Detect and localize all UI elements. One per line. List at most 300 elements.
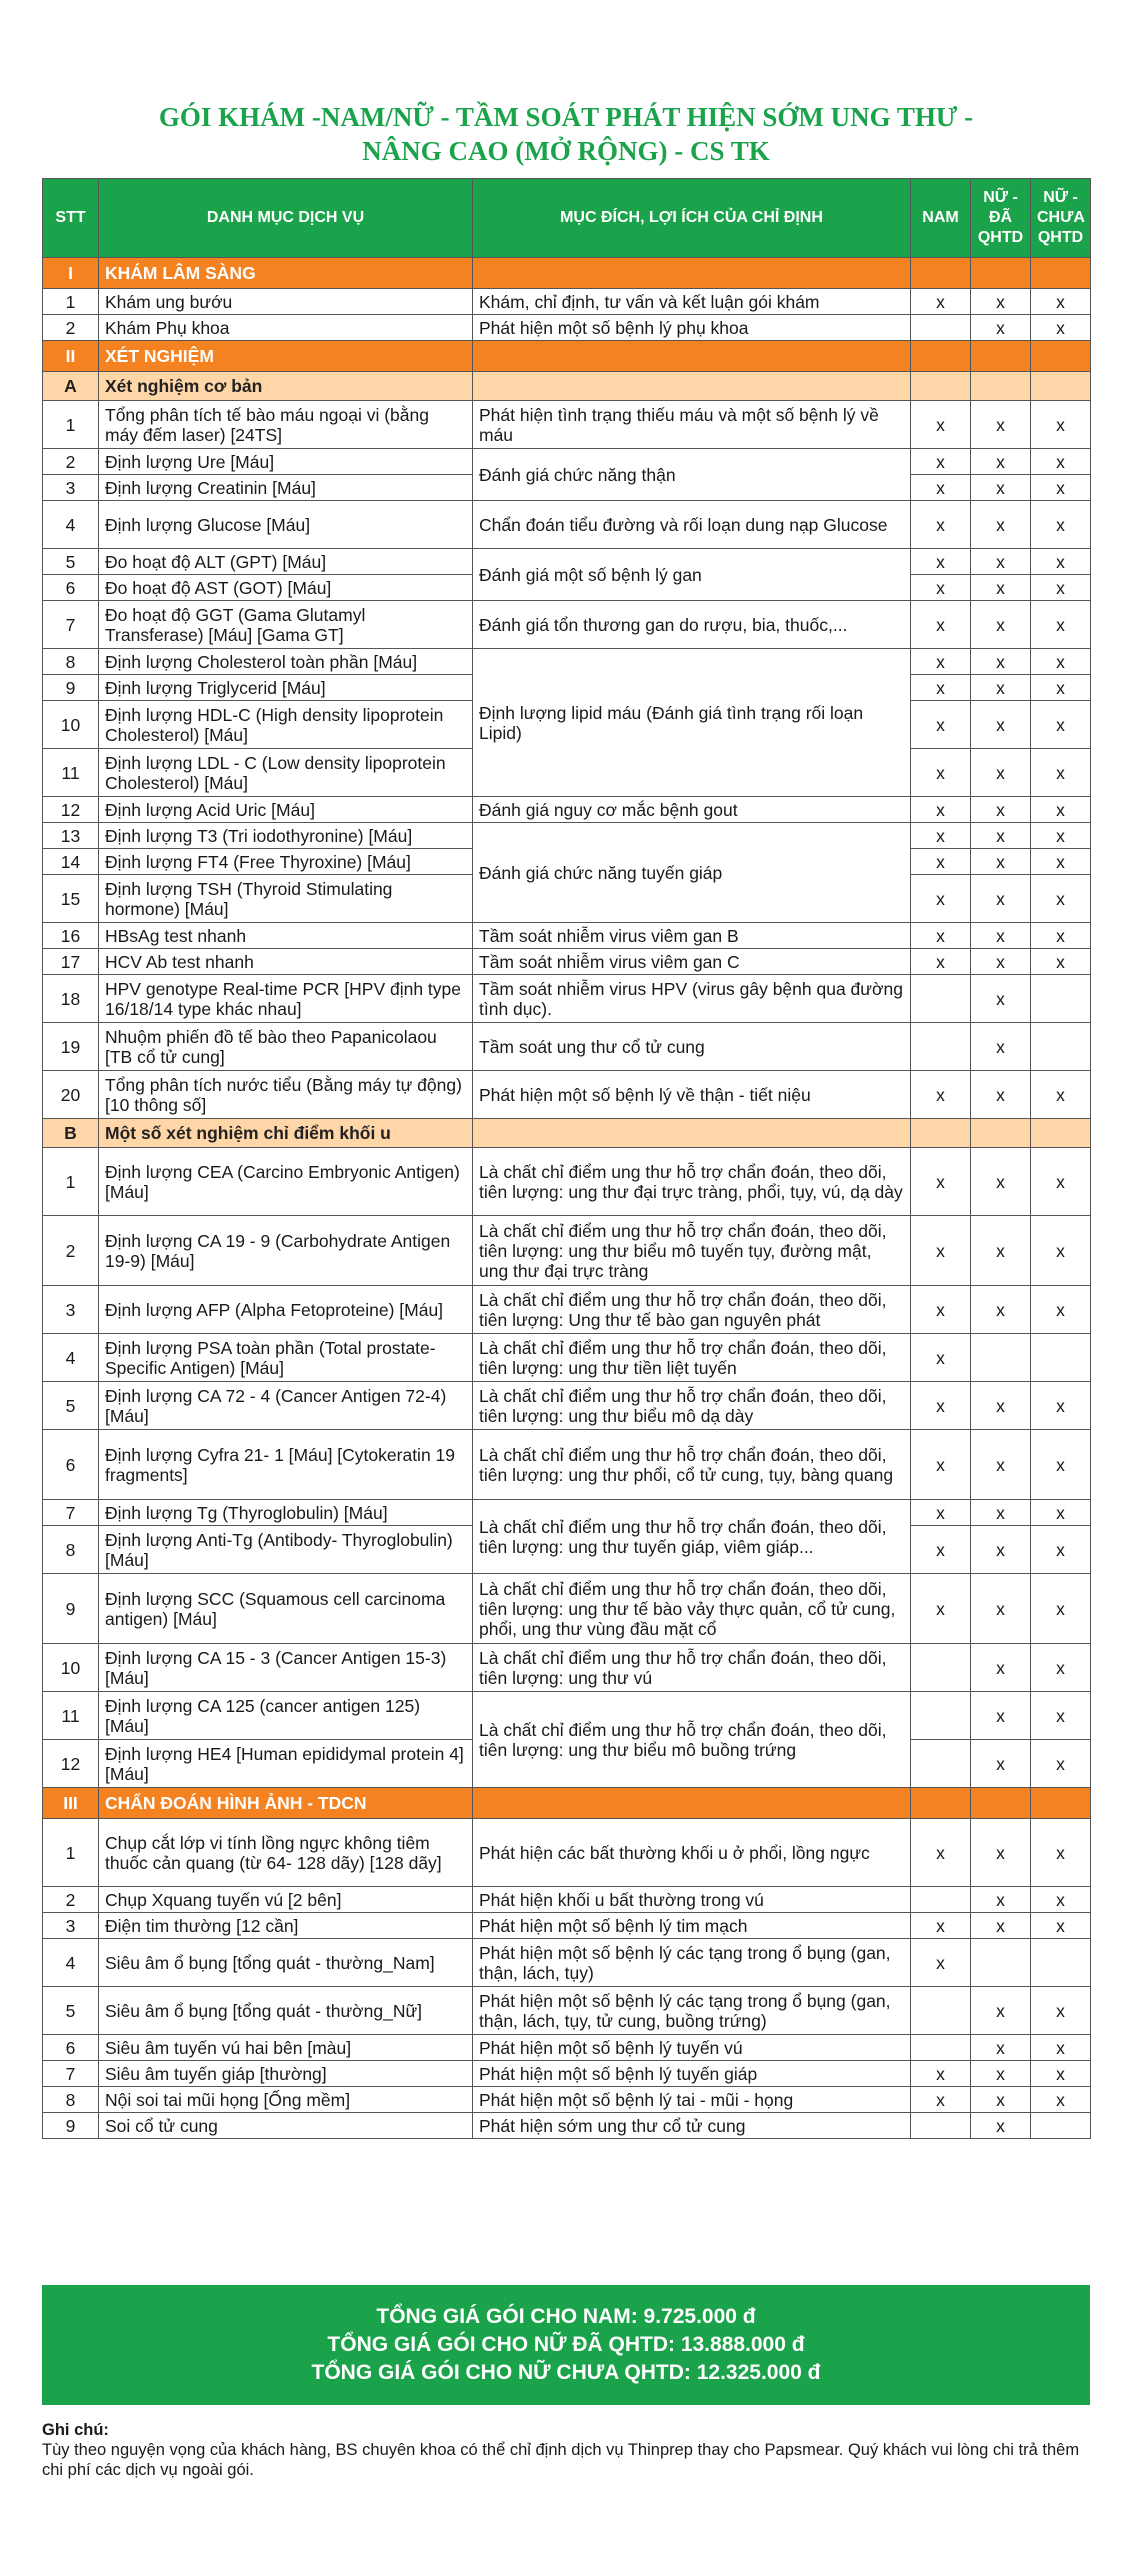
row-purpose: Phát hiện các bất thường khối u ở phổi, lồng ngực (473, 1819, 911, 1887)
row-mark-nu-cqh: x (1031, 449, 1091, 475)
row-stt: 4 (43, 1939, 99, 1987)
row-mark-nu-qh: x (971, 2061, 1031, 2087)
row-mark-nu-qh: x (971, 2113, 1031, 2139)
table-row (43, 289, 1091, 315)
row-mark-nam: x (911, 1913, 971, 1939)
table-row (43, 1500, 1091, 1526)
row-stt: 4 (43, 1334, 99, 1382)
row-mark-nu-cqh: x (1031, 1644, 1091, 1692)
row-stt: 13 (43, 823, 99, 849)
header-nu-chua-qhtd: NỮ - CHƯA QHTD (1031, 179, 1091, 258)
row-mark-nam (911, 1023, 971, 1071)
row-mark-nam: x (911, 849, 971, 875)
section-blank-cell (473, 258, 911, 289)
row-mark-nu-cqh: x (1031, 575, 1091, 601)
section-blank-cell (971, 258, 1031, 289)
section-title: CHẨN ĐOÁN HÌNH ẢNH - TDCN (99, 1788, 473, 1819)
row-stt: 1 (43, 1819, 99, 1887)
row-mark-nu-qh: x (971, 1987, 1031, 2035)
row-service-name: Chụp Xquang tuyến vú [2 bên] (99, 1887, 473, 1913)
row-stt: 8 (43, 1526, 99, 1574)
row-mark-nam: x (911, 1526, 971, 1574)
totals-box (42, 2285, 1090, 2405)
row-mark-nam (911, 2113, 971, 2139)
row-mark-nam (911, 975, 971, 1023)
table-row (43, 975, 1091, 1023)
row-mark-nu-cqh: x (1031, 289, 1091, 315)
row-mark-nu-cqh: x (1031, 475, 1091, 501)
row-mark-nu-cqh: x (1031, 1216, 1091, 1286)
row-stt: 3 (43, 475, 99, 501)
title-line-1: GÓI KHÁM -NAM/NỮ - TẦM SOÁT PHÁT HIỆN SỚM UNG THƯ - (158, 102, 974, 132)
row-service-name: Định lượng Glucose [Máu] (99, 501, 473, 549)
row-service-name: Khám Phụ khoa (99, 315, 473, 341)
table-row (43, 1887, 1091, 1913)
row-mark-nu-cqh: x (1031, 401, 1091, 449)
row-mark-nam: x (911, 1500, 971, 1526)
row-stt: 11 (43, 749, 99, 797)
row-mark-nu-qh: x (971, 575, 1031, 601)
row-mark-nu-qh: x (971, 1382, 1031, 1430)
row-stt: 9 (43, 2113, 99, 2139)
row-stt: 8 (43, 649, 99, 675)
row-stt: 7 (43, 1500, 99, 1526)
row-mark-nam: x (911, 1216, 971, 1286)
row-stt: 2 (43, 315, 99, 341)
row-stt: 10 (43, 1644, 99, 1692)
row-mark-nu-cqh: x (1031, 1286, 1091, 1334)
row-stt: 7 (43, 601, 99, 649)
row-service-name: Khám ung bướu (99, 289, 473, 315)
table-row (43, 1913, 1091, 1939)
table-row (43, 1574, 1091, 1644)
table-row (43, 401, 1091, 449)
row-mark-nu-cqh: x (1031, 1382, 1091, 1430)
subsection-number: B (43, 1119, 99, 1148)
subsection-row (43, 372, 1091, 401)
row-service-name: Định lượng Triglycerid [Máu] (99, 675, 473, 701)
section-number: III (43, 1788, 99, 1819)
row-service-name: Định lượng Acid Uric [Máu] (99, 797, 473, 823)
note-block (42, 2420, 1102, 2480)
table-row (43, 1286, 1091, 1334)
row-stt: 5 (43, 549, 99, 575)
row-mark-nu-cqh: x (1031, 2035, 1091, 2061)
row-stt: 4 (43, 501, 99, 549)
table-row (43, 1692, 1091, 1740)
row-stt: 12 (43, 797, 99, 823)
row-mark-nu-cqh: x (1031, 797, 1091, 823)
row-service-name: Định lượng AFP (Alpha Fetoproteine) [Máu] (99, 1286, 473, 1334)
row-mark-nu-cqh: x (1031, 1526, 1091, 1574)
row-mark-nu-qh: x (971, 923, 1031, 949)
row-service-name: Định lượng Creatinin [Máu] (99, 475, 473, 501)
row-mark-nam: x (911, 401, 971, 449)
row-mark-nu-qh: x (971, 749, 1031, 797)
row-stt: 17 (43, 949, 99, 975)
row-mark-nu-cqh: x (1031, 315, 1091, 341)
section-blank-cell (911, 1788, 971, 1819)
row-service-name: HPV genotype Real-time PCR [HPV định type 16/18/14 type khác nhau] (99, 975, 473, 1023)
row-service-name: Định lượng CA 72 - 4 (Cancer Antigen 72-4) [Máu] (99, 1382, 473, 1430)
row-mark-nu-qh: x (971, 1740, 1031, 1788)
row-service-name: Định lượng CA 125 (cancer antigen 125) [Máu] (99, 1692, 473, 1740)
row-service-name: Nhuộm phiến đồ tế bào theo Papanicolaou [TB cổ tử cung] (99, 1023, 473, 1071)
row-purpose: Là chất chỉ điểm ung thư hỗ trợ chẩn đoán, theo dõi, tiên lượng: ung thư vú (473, 1644, 911, 1692)
row-mark-nu-qh: x (971, 975, 1031, 1023)
row-mark-nu-cqh: x (1031, 1148, 1091, 1216)
row-mark-nu-cqh: x (1031, 1887, 1091, 1913)
row-service-name: HBsAg test nhanh (99, 923, 473, 949)
section-blank-cell (971, 341, 1031, 372)
subsection-blank-cell (1031, 372, 1091, 401)
row-purpose: Tầm soát nhiễm virus HPV (virus gây bệnh qua đường tình dục). (473, 975, 911, 1023)
subsection-blank-cell (911, 1119, 971, 1148)
row-purpose: Phát hiện một số bệnh lý tai - mũi - họng (473, 2087, 911, 2113)
row-mark-nu-cqh: x (1031, 649, 1091, 675)
row-service-name: Chụp cắt lớp vi tính lồng ngực không tiêm thuốc cản quang (từ 64- 128 dãy) [128 dãy] (99, 1819, 473, 1887)
note-title: Ghi chú: (42, 2421, 109, 2439)
table-row (43, 797, 1091, 823)
table-row (43, 1939, 1091, 1987)
row-mark-nu-qh: x (971, 1526, 1031, 1574)
row-mark-nam: x (911, 797, 971, 823)
row-service-name: Định lượng LDL - C (Low density lipoprotein Cholesterol) [Máu] (99, 749, 473, 797)
subsection-blank-cell (473, 372, 911, 401)
row-mark-nam: x (911, 549, 971, 575)
row-stt: 15 (43, 875, 99, 923)
row-stt: 18 (43, 975, 99, 1023)
row-service-name: Định lượng HDL-C (High density lipoprotein Cholesterol) [Máu] (99, 701, 473, 749)
row-service-name: Siêu âm tuyến vú hai bên [màu] (99, 2035, 473, 2061)
section-blank-cell (1031, 341, 1091, 372)
row-mark-nu-cqh: x (1031, 823, 1091, 849)
header-nu-qhtd: NỮ - ĐÃ QHTD (971, 179, 1031, 258)
table-row (43, 501, 1091, 549)
row-mark-nam: x (911, 875, 971, 923)
row-purpose: Phát hiện một số bệnh lý tim mạch (473, 1913, 911, 1939)
row-mark-nam: x (911, 675, 971, 701)
row-mark-nu-qh: x (971, 1574, 1031, 1644)
row-purpose: Định lượng lipid máu (Đánh giá tình trạng rối loạn Lipid) (473, 649, 911, 797)
row-mark-nu-cqh (1031, 2113, 1091, 2139)
table-row (43, 1216, 1091, 1286)
table-row (43, 1430, 1091, 1500)
section-blank-cell (1031, 258, 1091, 289)
row-mark-nu-qh: x (971, 675, 1031, 701)
row-service-name: Định lượng Ure [Máu] (99, 449, 473, 475)
row-mark-nu-cqh: x (1031, 549, 1091, 575)
row-mark-nam: x (911, 1382, 971, 1430)
table-row (43, 1382, 1091, 1430)
row-stt: 6 (43, 1430, 99, 1500)
row-mark-nu-cqh: x (1031, 1987, 1091, 2035)
row-mark-nam: x (911, 2087, 971, 2113)
table-row (43, 949, 1091, 975)
table-row (43, 2113, 1091, 2139)
row-purpose: Chẩn đoán tiểu đường và rối loạn dung nạp Glucose (473, 501, 911, 549)
table-row (43, 1023, 1091, 1071)
row-mark-nam: x (911, 1148, 971, 1216)
row-mark-nu-qh: x (971, 1500, 1031, 1526)
row-mark-nu-qh: x (971, 601, 1031, 649)
table-row (43, 449, 1091, 475)
row-mark-nam (911, 1887, 971, 1913)
row-stt: 7 (43, 2061, 99, 2087)
row-mark-nu-cqh: x (1031, 1692, 1091, 1740)
row-mark-nam: x (911, 923, 971, 949)
row-mark-nu-qh: x (971, 875, 1031, 923)
subsection-blank-cell (1031, 1119, 1091, 1148)
row-mark-nu-qh: x (971, 849, 1031, 875)
row-purpose: Là chất chỉ điểm ung thư hỗ trợ chẩn đoán, theo dõi, tiên lượng: ung thư tiền liệt tuyến (473, 1334, 911, 1382)
row-service-name: Định lượng PSA toàn phần (Total prostate-Specific Antigen) [Máu] (99, 1334, 473, 1382)
row-stt: 11 (43, 1692, 99, 1740)
row-service-name: Định lượng SCC (Squamous cell carcinoma antigen) [Máu] (99, 1574, 473, 1644)
row-purpose: Phát hiện một số bệnh lý các tạng trong ổ bụng (gan, thận, lách, tụy) (473, 1939, 911, 1987)
row-mark-nu-cqh: x (1031, 501, 1091, 549)
row-purpose: Tầm soát nhiễm virus viêm gan B (473, 923, 911, 949)
row-mark-nu-qh: x (971, 401, 1031, 449)
row-mark-nu-qh (971, 1334, 1031, 1382)
row-mark-nu-qh: x (971, 1913, 1031, 1939)
row-service-name: Định lượng FT4 (Free Thyroxine) [Máu] (99, 849, 473, 875)
row-stt: 2 (43, 1216, 99, 1286)
row-mark-nam: x (911, 1819, 971, 1887)
row-mark-nam: x (911, 1939, 971, 1987)
row-mark-nu-qh: x (971, 449, 1031, 475)
row-mark-nu-cqh: x (1031, 875, 1091, 923)
row-mark-nu-qh: x (971, 549, 1031, 575)
row-mark-nu-cqh: x (1031, 1819, 1091, 1887)
table-row (43, 1148, 1091, 1216)
row-purpose: Phát hiện sớm ung thư cổ tử cung (473, 2113, 911, 2139)
row-mark-nu-qh: x (971, 949, 1031, 975)
table-row (43, 2087, 1091, 2113)
section-number: I (43, 258, 99, 289)
table-row (43, 601, 1091, 649)
row-service-name: Siêu âm ổ bụng [tổng quát - thường_Nam] (99, 1939, 473, 1987)
row-mark-nam: x (911, 1430, 971, 1500)
row-mark-nu-qh: x (971, 1216, 1031, 1286)
subsection-title: Một số xét nghiệm chỉ điểm khối u (99, 1119, 473, 1148)
row-purpose: Là chất chỉ điểm ung thư hỗ trợ chẩn đoán, theo dõi, tiên lượng: ung thư đại trực tràng, phổi, tụy, vú, dạ dày (473, 1148, 911, 1216)
page-title (0, 100, 1132, 168)
row-mark-nu-cqh: x (1031, 749, 1091, 797)
row-mark-nam: x (911, 701, 971, 749)
row-stt: 5 (43, 1987, 99, 2035)
row-purpose: Phát hiện một số bệnh lý về thận - tiết niệu (473, 1071, 911, 1119)
section-row (43, 1788, 1091, 1819)
row-mark-nu-qh (971, 1939, 1031, 1987)
row-purpose: Là chất chỉ điểm ung thư hỗ trợ chẩn đoán, theo dõi, tiên lượng: ung thư tế bào vảy thực quản, cổ tử cung, phổi, ung thư vùng đầu mặt cổ (473, 1574, 911, 1644)
section-title: KHÁM LÂM SÀNG (99, 258, 473, 289)
header-nam: NAM (911, 179, 971, 258)
row-stt: 9 (43, 675, 99, 701)
row-mark-nu-qh: x (971, 1644, 1031, 1692)
row-stt: 8 (43, 2087, 99, 2113)
row-mark-nu-qh: x (971, 823, 1031, 849)
note-text: Tùy theo nguyện vọng của khách hàng, BS chuyên khoa có thể chỉ định dịch vụ Thinprep thay cho Papsmear. Quý khách vui lòng chi trả thêm chi phí các dịch vụ ngoài gói. (42, 2441, 1080, 2479)
row-purpose: Là chất chỉ điểm ung thư hỗ trợ chẩn đoán, theo dõi, tiên lượng: Ung thư tế bào gan nguyên phát (473, 1286, 911, 1334)
row-mark-nu-qh: x (971, 701, 1031, 749)
subsection-number: A (43, 372, 99, 401)
row-mark-nam: x (911, 449, 971, 475)
row-mark-nam: x (911, 289, 971, 315)
section-blank-cell (473, 1788, 911, 1819)
row-purpose: Là chất chỉ điểm ung thư hỗ trợ chẩn đoán, theo dõi, tiên lượng: ung thư tuyến giáp, viêm giáp... (473, 1500, 911, 1574)
row-stt: 10 (43, 701, 99, 749)
header-stt: STT (43, 179, 99, 258)
row-service-name: Định lượng TSH (Thyroid Stimulating hormone) [Máu] (99, 875, 473, 923)
row-mark-nam: x (911, 823, 971, 849)
row-mark-nu-qh: x (971, 289, 1031, 315)
row-stt: 9 (43, 1574, 99, 1644)
row-service-name: Tổng phân tích nước tiểu (Bằng máy tự động) [10 thông số] (99, 1071, 473, 1119)
row-mark-nu-cqh: x (1031, 1740, 1091, 1788)
header-purpose: MỤC ĐÍCH, LỢI ÍCH CỦA CHỈ ĐỊNH (473, 179, 911, 258)
row-service-name: Định lượng HE4 [Human epididymal protein 4] [Máu] (99, 1740, 473, 1788)
total-nam: TỔNG GIÁ GÓI CHO NAM: 9.725.000 đ (376, 2305, 756, 2328)
table-row (43, 1819, 1091, 1887)
row-mark-nu-qh: x (971, 1148, 1031, 1216)
section-row (43, 258, 1091, 289)
section-blank-cell (1031, 1788, 1091, 1819)
row-mark-nam: x (911, 949, 971, 975)
row-purpose: Phát hiện một số bệnh lý tuyến vú (473, 2035, 911, 2061)
row-mark-nam: x (911, 1071, 971, 1119)
row-purpose: Là chất chỉ điểm ung thư hỗ trợ chẩn đoán, theo dõi, tiên lượng: ung thư biểu mô buồng trứng (473, 1692, 911, 1788)
row-service-name: Định lượng Cyfra 21- 1 [Máu] [Cytokeratin 19 fragments] (99, 1430, 473, 1500)
row-stt: 14 (43, 849, 99, 875)
row-purpose: Tầm soát nhiễm virus viêm gan C (473, 949, 911, 975)
subsection-blank-cell (971, 372, 1031, 401)
row-mark-nu-qh: x (971, 1430, 1031, 1500)
row-stt: 12 (43, 1740, 99, 1788)
row-mark-nam: x (911, 1574, 971, 1644)
row-mark-nu-cqh (1031, 1334, 1091, 1382)
row-mark-nam: x (911, 501, 971, 549)
row-mark-nam (911, 2035, 971, 2061)
row-mark-nu-qh: x (971, 501, 1031, 549)
row-mark-nu-cqh: x (1031, 675, 1091, 701)
table-row (43, 2035, 1091, 2061)
row-stt: 1 (43, 1148, 99, 1216)
row-mark-nam: x (911, 475, 971, 501)
row-stt: 2 (43, 1887, 99, 1913)
row-mark-nu-cqh: x (1031, 1071, 1091, 1119)
row-mark-nam: x (911, 749, 971, 797)
row-mark-nam: x (911, 601, 971, 649)
row-stt: 2 (43, 449, 99, 475)
row-mark-nam (911, 1644, 971, 1692)
row-mark-nu-cqh: x (1031, 1500, 1091, 1526)
row-mark-nu-qh: x (971, 1023, 1031, 1071)
row-mark-nam (911, 1692, 971, 1740)
row-stt: 3 (43, 1913, 99, 1939)
table-row (43, 549, 1091, 575)
table-row (43, 923, 1091, 949)
row-purpose: Là chất chỉ điểm ung thư hỗ trợ chẩn đoán, theo dõi, tiên lượng: ung thư phổi, cổ tử cung, tụy, bàng quang (473, 1430, 911, 1500)
row-mark-nu-cqh (1031, 975, 1091, 1023)
subsection-blank-cell (971, 1119, 1031, 1148)
row-mark-nu-cqh: x (1031, 949, 1091, 975)
table-row (43, 823, 1091, 849)
row-mark-nu-qh: x (971, 1071, 1031, 1119)
table-header-row (43, 179, 1091, 258)
row-purpose: Đánh giá một số bệnh lý gan (473, 549, 911, 601)
section-blank-cell (473, 341, 911, 372)
row-service-name: Siêu âm ổ bụng [tổng quát - thường_Nữ] (99, 1987, 473, 2035)
row-mark-nu-cqh: x (1031, 1913, 1091, 1939)
table-row (43, 1071, 1091, 1119)
row-purpose: Phát hiện một số bệnh lý tuyến giáp (473, 2061, 911, 2087)
row-stt: 1 (43, 289, 99, 315)
row-service-name: Tổng phân tích tế bào máu ngoại vi (bằng máy đếm laser) [24TS] (99, 401, 473, 449)
row-purpose: Đánh giá tổn thương gan do rượu, bia, thuốc,... (473, 601, 911, 649)
row-purpose: Đánh giá chức năng thận (473, 449, 911, 501)
row-purpose: Phát hiện khối u bất thường trong vú (473, 1887, 911, 1913)
row-purpose: Phát hiện một số bệnh lý phụ khoa (473, 315, 911, 341)
row-purpose: Là chất chỉ điểm ung thư hỗ trợ chẩn đoán, theo dõi, tiên lượng: ung thư biểu mô dạ dày (473, 1382, 911, 1430)
subsection-blank-cell (473, 1119, 911, 1148)
row-stt: 6 (43, 2035, 99, 2061)
row-mark-nu-cqh: x (1031, 2061, 1091, 2087)
row-mark-nam: x (911, 575, 971, 601)
subsection-title: Xét nghiệm cơ bản (99, 372, 473, 401)
row-service-name: Định lượng Cholesterol toàn phần [Máu] (99, 649, 473, 675)
total-nu-chua-qhtd: TỔNG GIÁ GÓI CHO NỮ CHƯA QHTD: 12.325.000 đ (311, 2361, 821, 2384)
row-mark-nu-cqh: x (1031, 1574, 1091, 1644)
total-nu-qhtd: TỔNG GIÁ GÓI CHO NỮ ĐÃ QHTD: 13.888.000 đ (327, 2333, 805, 2356)
row-mark-nam (911, 315, 971, 341)
row-purpose: Phát hiện tình trạng thiếu máu và một số bệnh lý về máu (473, 401, 911, 449)
row-stt: 6 (43, 575, 99, 601)
table-row (43, 649, 1091, 675)
row-purpose: Đánh giá chức năng tuyến giáp (473, 823, 911, 923)
row-mark-nu-qh: x (971, 2035, 1031, 2061)
row-service-name: Đo hoạt độ GGT (Gama Glutamyl Transferase) [Máu] [Gama GT] (99, 601, 473, 649)
table-row (43, 2061, 1091, 2087)
section-blank-cell (971, 1788, 1031, 1819)
row-stt: 3 (43, 1286, 99, 1334)
row-stt: 5 (43, 1382, 99, 1430)
row-service-name: Siêu âm tuyến giáp [thường] (99, 2061, 473, 2087)
row-mark-nu-qh: x (971, 1692, 1031, 1740)
row-service-name: HCV Ab test nhanh (99, 949, 473, 975)
row-purpose: Phát hiện một số bệnh lý các tạng trong ổ bụng (gan, thận, lách, tụy, tử cung, buồng trứng) (473, 1987, 911, 2035)
row-mark-nu-cqh: x (1031, 923, 1091, 949)
section-title: XÉT NGHIỆM (99, 341, 473, 372)
row-mark-nu-cqh (1031, 1939, 1091, 1987)
row-mark-nam: x (911, 2061, 971, 2087)
row-stt: 20 (43, 1071, 99, 1119)
row-service-name: Đo hoạt độ AST (GOT) [Máu] (99, 575, 473, 601)
row-mark-nam (911, 1987, 971, 2035)
row-stt: 16 (43, 923, 99, 949)
section-number: II (43, 341, 99, 372)
title-line-2: NÂNG CAO (MỞ RỘNG) - CS TK (362, 136, 770, 166)
row-service-name: Nội soi tai mũi họng [Ống mềm] (99, 2087, 473, 2113)
table-body (43, 258, 1091, 2139)
row-purpose: Khám, chỉ định, tư vấn và kết luận gói khám (473, 289, 911, 315)
row-mark-nu-cqh: x (1031, 849, 1091, 875)
row-service-name: Định lượng Anti-Tg (Antibody- Thyroglobulin) [Máu] (99, 1526, 473, 1574)
row-service-name: Định lượng T3 (Tri iodothyronine) [Máu] (99, 823, 473, 849)
service-table (42, 178, 1091, 2139)
row-service-name: Định lượng CEA (Carcino Embryonic Antigen) [Máu] (99, 1148, 473, 1216)
row-mark-nu-qh: x (971, 315, 1031, 341)
